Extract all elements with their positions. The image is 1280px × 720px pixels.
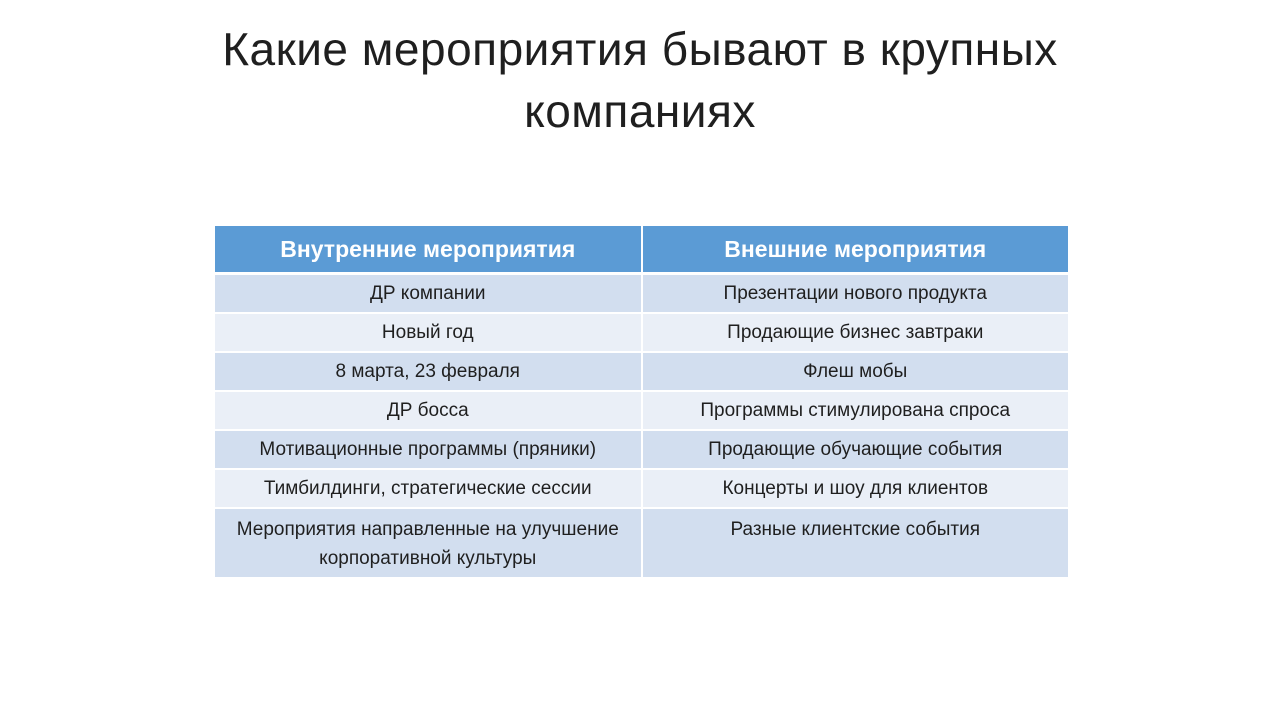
table-cell-external: Продающие обучающие события xyxy=(642,430,1069,469)
table-row xyxy=(215,274,1068,314)
table-row xyxy=(215,313,1068,352)
events-table-container xyxy=(215,226,1068,577)
events-table xyxy=(215,226,1068,577)
slide-title: Какие мероприятия бывают в крупных компаниях xyxy=(222,23,1058,137)
table-cell-internal: 8 марта, 23 февраля xyxy=(215,352,642,391)
header-internal-events: Внутренние мероприятия xyxy=(215,226,642,274)
table-cell-external: Разные клиентские события xyxy=(642,508,1069,577)
table-cell-internal: ДР босса xyxy=(215,391,642,430)
table-cell-external: Презентации нового продукта xyxy=(642,274,1069,314)
table-cell-external: Продающие бизнес завтраки xyxy=(642,313,1069,352)
table-row xyxy=(215,352,1068,391)
table-cell-internal: ДР компании xyxy=(215,274,642,314)
table-cell-external: Концерты и шоу для клиентов xyxy=(642,469,1069,508)
table-cell-external: Программы стимулирована спроса xyxy=(642,391,1069,430)
table-cell-internal: Новый год xyxy=(215,313,642,352)
header-external-events: Внешние мероприятия xyxy=(642,226,1069,274)
table-row xyxy=(215,391,1068,430)
table-header-row xyxy=(215,226,1068,274)
table-cell-internal: Мероприятия направленные на улучшение корпоративной культуры xyxy=(215,508,642,577)
table-row xyxy=(215,469,1068,508)
table-cell-internal: Тимбилдинги, стратегические сессии xyxy=(215,469,642,508)
table-cell-external: Флеш мобы xyxy=(642,352,1069,391)
table-row xyxy=(215,430,1068,469)
table-row xyxy=(215,508,1068,577)
table-cell-internal: Мотивационные программы (пряники) xyxy=(215,430,642,469)
